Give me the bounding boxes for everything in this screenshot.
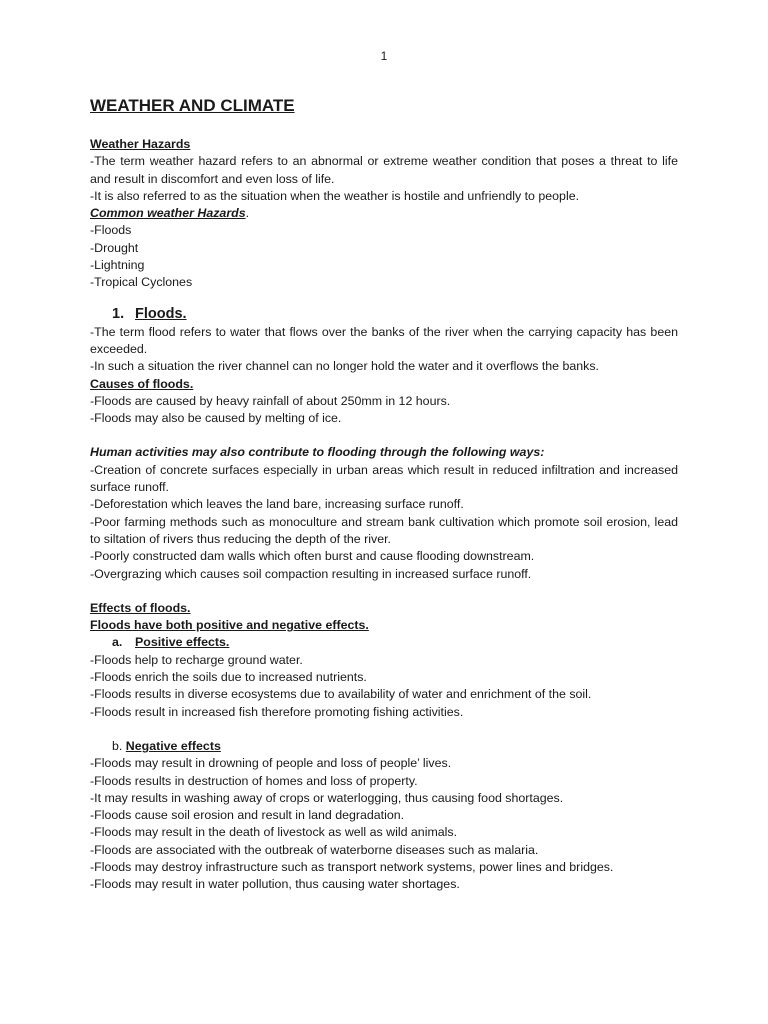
common-hazards-heading-suffix: . (245, 206, 250, 221)
negative-effect-item: -Floods may result in drowning of people and loss of people’ lives. (90, 756, 452, 771)
hazard-list-item: -Drought (90, 240, 139, 255)
floods-heading (112, 304, 678, 324)
negative-effect-item: -Floods may result in water pollution, thus causing water shortages. (90, 877, 460, 892)
positive-effects-heading-text: Positive effects. (135, 635, 230, 650)
weather-hazards-heading: Weather Hazards (90, 137, 191, 151)
negative-effect-item: -Floods cause soil erosion and result in land degradation. (90, 808, 405, 823)
human-activity-item: -Poor farming methods such as monoculture and stream bank cultivation which promote soil erosion, lead to siltation of rivers thus reducing the depth of the river. (90, 514, 678, 546)
positive-effects-label: a. (112, 635, 123, 650)
human-activity-item: -Deforestation which leaves the land bare, increasing surface runoff. (90, 497, 464, 512)
common-hazards-heading-text: Common weather Hazards (90, 206, 246, 221)
common-hazards-heading (90, 205, 678, 222)
negative-effects-label: b. (112, 738, 123, 753)
negative-effect-item: -Floods may result in the death of livestock as well as wild animals. (90, 825, 458, 840)
positive-effect-item: -Floods enrich the soils due to increased nutrients. (90, 670, 367, 685)
flood-definition: -The term flood refers to water that flows over the banks of the river when the carrying capacity has been exceeded. (90, 324, 678, 356)
weather-hazard-definition: -The term weather hazard refers to an abnormal or extreme weather condition that poses a threat to life and result in discomfort and even loss of life. (90, 154, 678, 186)
human-activity-item: -Creation of concrete surfaces especially in urban areas which result in reduced infiltration and increased surface runoff. (90, 462, 678, 495)
human-activity-item: -Overgrazing which causes soil compaction resulting in increased surface runoff. (90, 566, 532, 581)
cause-item: -Floods are caused by heavy rainfall of about 250mm in 12 hours. (90, 393, 451, 408)
positive-effect-item: -Floods results in diverse ecosystems due to availability of water and enrichment of the soil. (90, 687, 592, 702)
flood-definition-2: -In such a situation the river channel can no longer hold the water and it overflows the banks. (90, 359, 600, 374)
spacer (90, 583, 678, 600)
positive-effects-heading (112, 634, 678, 651)
human-activities-heading: Human activities may also contribute to flooding through the following ways: (90, 445, 545, 460)
page-number: 1 (380, 49, 388, 63)
weather-hazard-definition-2: -It is also referred to as the situation when the weather is hostile and unfriendly to people. (90, 188, 580, 203)
causes-heading: Causes of floods. (90, 376, 194, 391)
human-activity-item: -Poorly constructed dam walls which often burst and cause flooding downstream. (90, 549, 535, 564)
spacer (90, 721, 678, 738)
cause-item: -Floods may also be caused by melting of ice. (90, 411, 342, 426)
hazard-list-item: -Floods (90, 223, 132, 238)
floods-heading-text: Floods. (135, 305, 187, 322)
effects-heading: Effects of floods. (90, 600, 191, 615)
effects-intro: Floods have both positive and negative effects. (90, 618, 369, 633)
negative-effect-item: -Floods are associated with the outbreak of waterborne diseases such as malaria. (90, 842, 539, 857)
negative-effect-item: -Floods may destroy infrastructure such as transport network systems, power lines and bridges. (90, 859, 614, 874)
document-title: WEATHER AND CLIMATE (90, 96, 295, 115)
hazard-list-item: -Tropical Cyclones (90, 275, 193, 290)
page-content (90, 95, 678, 894)
spacer (90, 427, 678, 444)
positive-effect-item: -Floods result in increased fish therefore promoting fishing activities. (90, 704, 464, 719)
negative-effects-heading (112, 738, 678, 755)
positive-effect-item: -Floods help to recharge ground water. (90, 652, 303, 667)
negative-effects-heading-text: Negative effects (125, 738, 221, 753)
negative-effect-item: -Floods results in destruction of homes and loss of property. (90, 773, 418, 788)
hazard-list-item: -Lightning (90, 258, 145, 273)
floods-section-number: 1. (112, 305, 125, 322)
negative-effect-item: -It may results in washing away of crops or waterlogging, thus causing food shortages. (90, 790, 564, 805)
